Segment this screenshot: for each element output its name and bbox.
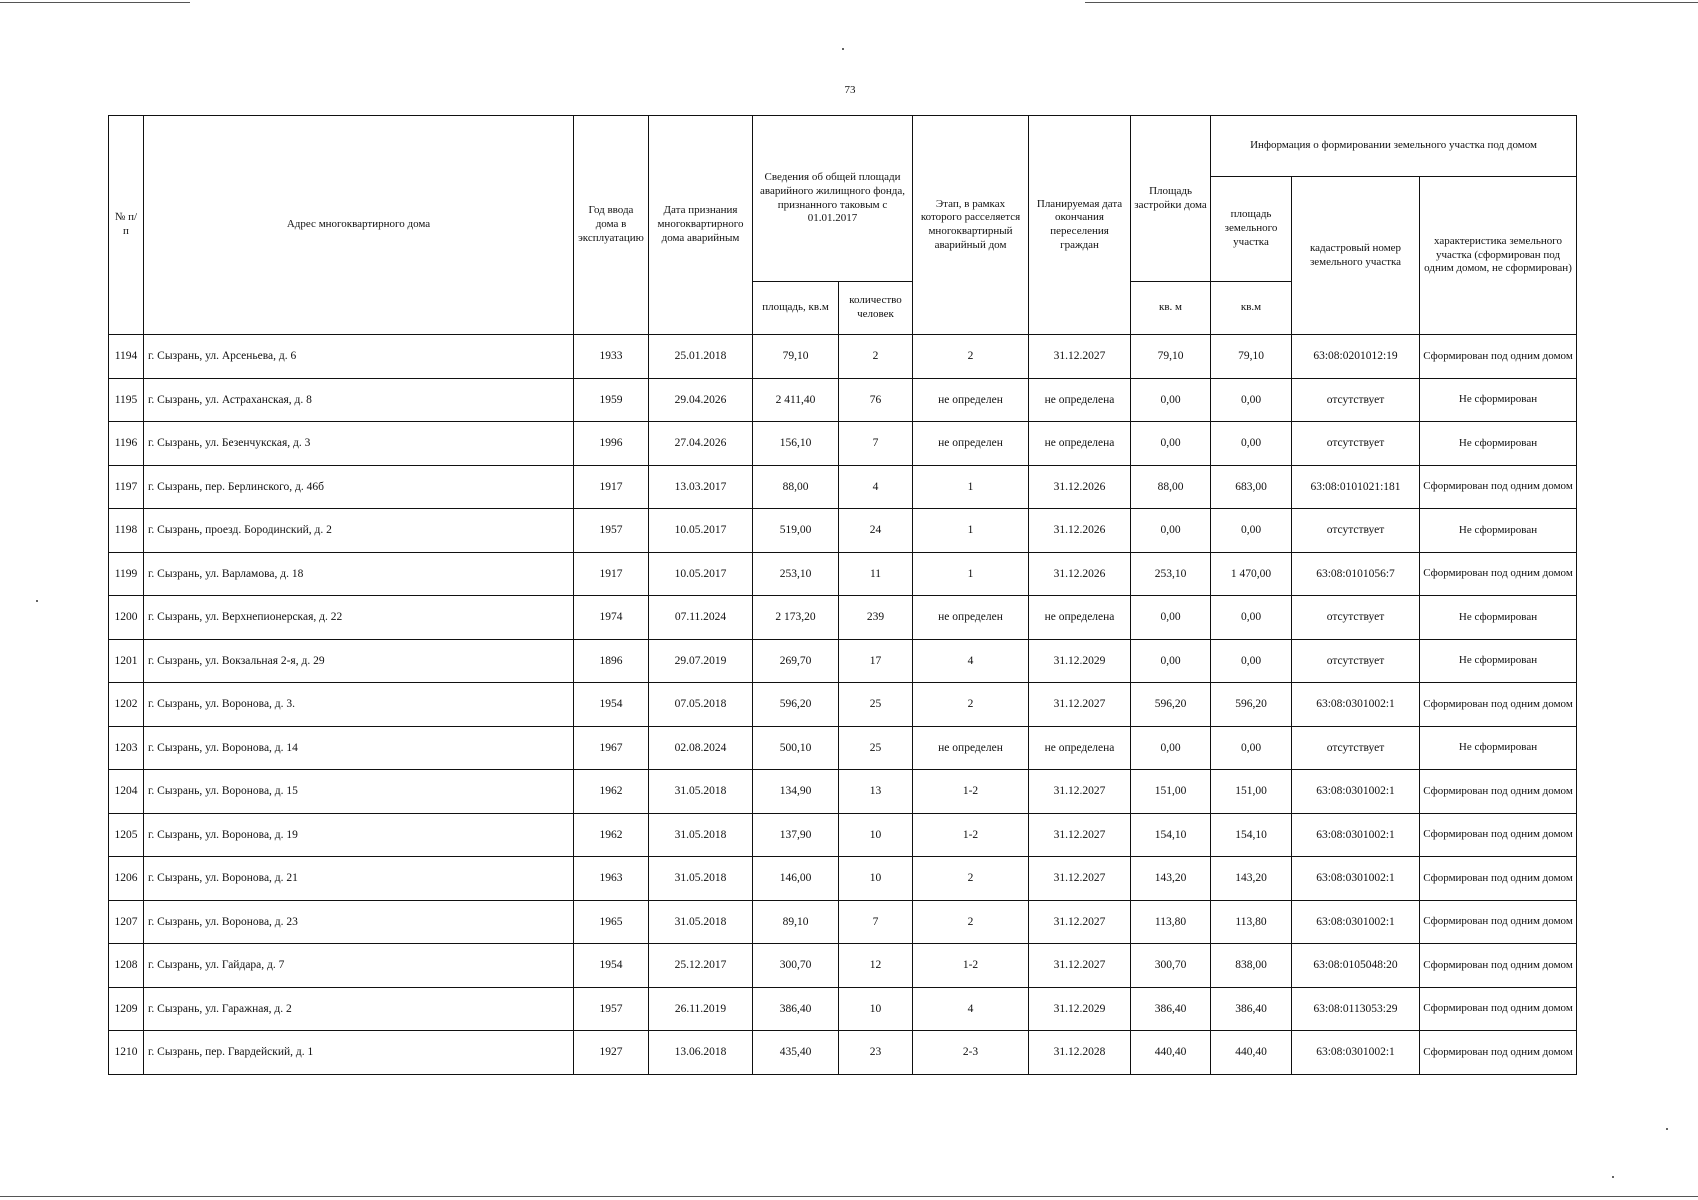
row-year: 1896	[574, 639, 649, 683]
row-number: 1208	[109, 944, 144, 988]
row-area: 519,00	[753, 509, 839, 553]
row-land-status: Не сформирован	[1420, 422, 1577, 466]
table-row	[109, 465, 1577, 509]
row-land-status: Сформирован под одним домом	[1420, 770, 1577, 814]
row-address: г. Сызрань, ул. Верхнепионерская, д. 22	[144, 596, 574, 640]
row-building-area: 154,10	[1131, 813, 1211, 857]
row-people: 76	[839, 378, 913, 422]
row-building-area: 0,00	[1131, 596, 1211, 640]
row-land-area: 0,00	[1211, 596, 1292, 640]
scan-speck	[842, 48, 844, 50]
row-number: 1206	[109, 857, 144, 901]
row-address: г. Сызрань, ул. Варламова, д. 18	[144, 552, 574, 596]
row-address: г. Сызрань, ул. Вокзальная 2-я, д. 29	[144, 639, 574, 683]
row-planned-date: 31.12.2027	[1029, 813, 1131, 857]
row-land-area: 0,00	[1211, 378, 1292, 422]
header-characteristic: характеристика земельного участка (сформирован под одним домом, не сформирован)	[1420, 177, 1577, 335]
row-stage: 4	[913, 639, 1029, 683]
row-planned-date: 31.12.2027	[1029, 683, 1131, 727]
row-building-area: 0,00	[1131, 639, 1211, 683]
row-year: 1967	[574, 726, 649, 770]
row-land-status: Не сформирован	[1420, 596, 1577, 640]
row-cadastral-number: отсутствует	[1292, 422, 1420, 466]
header-land-area: площадь земельного участка	[1211, 177, 1292, 282]
row-year: 1959	[574, 378, 649, 422]
row-number: 1205	[109, 813, 144, 857]
row-address: г. Сызрань, ул. Арсеньева, д. 6	[144, 335, 574, 379]
table-row	[109, 596, 1577, 640]
row-recognition-date: 31.05.2018	[649, 770, 753, 814]
row-land-status: Сформирован под одним домом	[1420, 944, 1577, 988]
row-year: 1962	[574, 813, 649, 857]
row-number: 1197	[109, 465, 144, 509]
row-number: 1203	[109, 726, 144, 770]
header-land-area-unit: кв.м	[1211, 282, 1292, 335]
row-land-area: 838,00	[1211, 944, 1292, 988]
scan-line-top	[0, 2, 190, 3]
row-recognition-date: 25.01.2018	[649, 335, 753, 379]
row-planned-date: 31.12.2027	[1029, 335, 1131, 379]
row-cadastral-number: 63:08:0301002:1	[1292, 1031, 1420, 1075]
row-building-area: 88,00	[1131, 465, 1211, 509]
row-area: 156,10	[753, 422, 839, 466]
table-row	[109, 509, 1577, 553]
row-area: 300,70	[753, 944, 839, 988]
row-address: г. Сызрань, ул. Безенчукская, д. 3	[144, 422, 574, 466]
row-land-area: 0,00	[1211, 509, 1292, 553]
header-area-info: Сведения об общей площади аварийного жилищного фонда, признанного таковым с 01.01.2017	[753, 116, 913, 282]
row-area: 386,40	[753, 987, 839, 1031]
row-land-area: 151,00	[1211, 770, 1292, 814]
row-cadastral-number: 63:08:0113053:29	[1292, 987, 1420, 1031]
row-planned-date: 31.12.2027	[1029, 857, 1131, 901]
row-building-area: 113,80	[1131, 900, 1211, 944]
row-planned-date: 31.12.2026	[1029, 509, 1131, 553]
emergency-housing-table	[108, 115, 1577, 1075]
table-row	[109, 422, 1577, 466]
header-year: Год ввода дома в эксплуатацию	[574, 116, 649, 335]
header-cadastral: кадастровый номер земельного участка	[1292, 177, 1420, 335]
row-stage: 1	[913, 552, 1029, 596]
row-people: 13	[839, 770, 913, 814]
row-land-status: Сформирован под одним домом	[1420, 465, 1577, 509]
scan-line-top	[1085, 2, 1698, 3]
row-number: 1196	[109, 422, 144, 466]
scan-speck	[1612, 1176, 1614, 1178]
row-cadastral-number: 63:08:0301002:1	[1292, 857, 1420, 901]
row-cadastral-number: отсутствует	[1292, 509, 1420, 553]
row-people: 7	[839, 900, 913, 944]
row-recognition-date: 07.11.2024	[649, 596, 753, 640]
row-address: г. Сызрань, ул. Воронова, д. 19	[144, 813, 574, 857]
row-stage: 2	[913, 683, 1029, 727]
row-building-area: 386,40	[1131, 987, 1211, 1031]
row-year: 1933	[574, 335, 649, 379]
row-address: г. Сызрань, пер. Гвардейский, д. 1	[144, 1031, 574, 1075]
row-area: 88,00	[753, 465, 839, 509]
row-people: 7	[839, 422, 913, 466]
row-people: 10	[839, 987, 913, 1031]
row-land-area: 0,00	[1211, 639, 1292, 683]
row-land-area: 386,40	[1211, 987, 1292, 1031]
header-address: Адрес многоквартирного дома	[144, 116, 574, 335]
row-people: 10	[839, 813, 913, 857]
row-address: г. Сызрань, пер. Берлинского, д. 46б	[144, 465, 574, 509]
row-planned-date: 31.12.2027	[1029, 900, 1131, 944]
row-area: 435,40	[753, 1031, 839, 1075]
table-row	[109, 552, 1577, 596]
row-area: 500,10	[753, 726, 839, 770]
row-number: 1209	[109, 987, 144, 1031]
row-cadastral-number: 63:08:0301002:1	[1292, 813, 1420, 857]
row-land-status: Не сформирован	[1420, 378, 1577, 422]
table-row	[109, 683, 1577, 727]
row-year: 1963	[574, 857, 649, 901]
row-year: 1996	[574, 422, 649, 466]
row-address: г. Сызрань, ул. Воронова, д. 15	[144, 770, 574, 814]
row-planned-date: 31.12.2028	[1029, 1031, 1131, 1075]
row-year: 1957	[574, 987, 649, 1031]
row-cadastral-number: отсутствует	[1292, 378, 1420, 422]
row-year: 1954	[574, 683, 649, 727]
row-recognition-date: 31.05.2018	[649, 857, 753, 901]
row-people: 12	[839, 944, 913, 988]
table-row	[109, 1031, 1577, 1075]
row-recognition-date: 02.08.2024	[649, 726, 753, 770]
row-planned-date: 31.12.2027	[1029, 944, 1131, 988]
row-recognition-date: 31.05.2018	[649, 900, 753, 944]
row-number: 1204	[109, 770, 144, 814]
row-recognition-date: 13.03.2017	[649, 465, 753, 509]
table-row	[109, 944, 1577, 988]
row-stage: не определен	[913, 726, 1029, 770]
table-row	[109, 770, 1577, 814]
row-people: 25	[839, 726, 913, 770]
row-cadastral-number: 63:08:0201012:19	[1292, 335, 1420, 379]
row-land-status: Сформирован под одним домом	[1420, 552, 1577, 596]
row-land-area: 143,20	[1211, 857, 1292, 901]
row-year: 1965	[574, 900, 649, 944]
row-number: 1201	[109, 639, 144, 683]
row-number: 1194	[109, 335, 144, 379]
row-number: 1195	[109, 378, 144, 422]
row-cadastral-number: 63:08:0101056:7	[1292, 552, 1420, 596]
row-year: 1927	[574, 1031, 649, 1075]
row-land-area: 683,00	[1211, 465, 1292, 509]
header-recognition-date: Дата признания многоквартирного дома аварийным	[649, 116, 753, 335]
row-building-area: 0,00	[1131, 378, 1211, 422]
row-planned-date: 31.12.2026	[1029, 465, 1131, 509]
row-building-area: 0,00	[1131, 422, 1211, 466]
row-stage: 1	[913, 509, 1029, 553]
row-area: 89,10	[753, 900, 839, 944]
row-number: 1210	[109, 1031, 144, 1075]
row-land-status: Сформирован под одним домом	[1420, 335, 1577, 379]
row-planned-date: не определена	[1029, 726, 1131, 770]
row-land-status: Сформирован под одним домом	[1420, 900, 1577, 944]
row-planned-date: не определена	[1029, 596, 1131, 640]
row-number: 1207	[109, 900, 144, 944]
row-year: 1917	[574, 465, 649, 509]
row-recognition-date: 07.05.2018	[649, 683, 753, 727]
row-building-area: 300,70	[1131, 944, 1211, 988]
row-area: 2 411,40	[753, 378, 839, 422]
header-planned-date: Планируемая дата окончания переселения граждан	[1029, 116, 1131, 335]
row-building-area: 253,10	[1131, 552, 1211, 596]
table-row	[109, 378, 1577, 422]
row-cadastral-number: 63:08:0301002:1	[1292, 683, 1420, 727]
row-people: 11	[839, 552, 913, 596]
row-land-area: 79,10	[1211, 335, 1292, 379]
row-land-area: 113,80	[1211, 900, 1292, 944]
row-land-status: Сформирован под одним домом	[1420, 857, 1577, 901]
scan-speck	[36, 600, 38, 602]
row-recognition-date: 29.07.2019	[649, 639, 753, 683]
row-people: 10	[839, 857, 913, 901]
row-people: 4	[839, 465, 913, 509]
row-year: 1962	[574, 770, 649, 814]
row-area: 596,20	[753, 683, 839, 727]
header-people: количество человек	[839, 282, 913, 335]
header-building-area: Площадь застройки дома	[1131, 116, 1211, 282]
row-land-area: 154,10	[1211, 813, 1292, 857]
row-land-status: Сформирован под одним домом	[1420, 813, 1577, 857]
row-stage: 1-2	[913, 813, 1029, 857]
row-address: г. Сызрань, ул. Гаражная, д. 2	[144, 987, 574, 1031]
row-address: г. Сызрань, ул. Воронова, д. 21	[144, 857, 574, 901]
row-stage: 2	[913, 335, 1029, 379]
row-people: 24	[839, 509, 913, 553]
row-cadastral-number: отсутствует	[1292, 596, 1420, 640]
row-address: г. Сызрань, ул. Гайдара, д. 7	[144, 944, 574, 988]
row-address: г. Сызрань, проезд. Бородинский, д. 2	[144, 509, 574, 553]
row-people: 17	[839, 639, 913, 683]
row-recognition-date: 29.04.2026	[649, 378, 753, 422]
row-land-status: Не сформирован	[1420, 726, 1577, 770]
row-area: 79,10	[753, 335, 839, 379]
scan-line-bottom	[0, 1196, 1698, 1197]
row-year: 1974	[574, 596, 649, 640]
row-recognition-date: 10.05.2017	[649, 509, 753, 553]
row-cadastral-number: 63:08:0105048:20	[1292, 944, 1420, 988]
header-num: № п/п	[109, 116, 144, 335]
row-stage: 4	[913, 987, 1029, 1031]
row-planned-date: 31.12.2029	[1029, 639, 1131, 683]
table-body	[109, 335, 1577, 1075]
row-building-area: 79,10	[1131, 335, 1211, 379]
row-stage: не определен	[913, 596, 1029, 640]
row-building-area: 143,20	[1131, 857, 1211, 901]
table-row	[109, 335, 1577, 379]
row-land-status: Сформирован под одним домом	[1420, 683, 1577, 727]
row-building-area: 596,20	[1131, 683, 1211, 727]
table-row	[109, 900, 1577, 944]
row-stage: 1-2	[913, 770, 1029, 814]
row-stage: 1	[913, 465, 1029, 509]
row-land-area: 0,00	[1211, 422, 1292, 466]
row-cadastral-number: отсутствует	[1292, 639, 1420, 683]
table-row	[109, 857, 1577, 901]
row-cadastral-number: 63:08:0301002:1	[1292, 900, 1420, 944]
row-stage: не определен	[913, 378, 1029, 422]
row-land-area: 596,20	[1211, 683, 1292, 727]
row-number: 1199	[109, 552, 144, 596]
row-land-area: 440,40	[1211, 1031, 1292, 1075]
row-people: 239	[839, 596, 913, 640]
table-row	[109, 726, 1577, 770]
row-stage: не определен	[913, 422, 1029, 466]
row-land-status: Сформирован под одним домом	[1420, 987, 1577, 1031]
header-area: площадь, кв.м	[753, 282, 839, 335]
row-planned-date: не определена	[1029, 422, 1131, 466]
row-number: 1202	[109, 683, 144, 727]
row-planned-date: не определена	[1029, 378, 1131, 422]
row-cadastral-number: отсутствует	[1292, 726, 1420, 770]
table-row	[109, 813, 1577, 857]
header-building-area-unit: кв. м	[1131, 282, 1211, 335]
row-recognition-date: 31.05.2018	[649, 813, 753, 857]
table-row	[109, 639, 1577, 683]
row-address: г. Сызрань, ул. Воронова, д. 14	[144, 726, 574, 770]
row-number: 1198	[109, 509, 144, 553]
row-area: 253,10	[753, 552, 839, 596]
scan-speck	[1666, 1128, 1668, 1130]
row-building-area: 151,00	[1131, 770, 1211, 814]
row-building-area: 0,00	[1131, 509, 1211, 553]
row-recognition-date: 26.11.2019	[649, 987, 753, 1031]
row-year: 1954	[574, 944, 649, 988]
row-planned-date: 31.12.2029	[1029, 987, 1131, 1031]
row-area: 134,90	[753, 770, 839, 814]
row-recognition-date: 25.12.2017	[649, 944, 753, 988]
table-row	[109, 987, 1577, 1031]
row-planned-date: 31.12.2027	[1029, 770, 1131, 814]
row-stage: 2-3	[913, 1031, 1029, 1075]
row-stage: 2	[913, 900, 1029, 944]
row-cadastral-number: 63:08:0101021:181	[1292, 465, 1420, 509]
row-building-area: 0,00	[1131, 726, 1211, 770]
row-area: 269,70	[753, 639, 839, 683]
row-stage: 2	[913, 857, 1029, 901]
header-stage: Этап, в рамках которого расселяется многоквартирный аварийный дом	[913, 116, 1029, 335]
row-area: 2 173,20	[753, 596, 839, 640]
row-planned-date: 31.12.2026	[1029, 552, 1131, 596]
row-recognition-date: 10.05.2017	[649, 552, 753, 596]
row-building-area: 440,40	[1131, 1031, 1211, 1075]
row-people: 2	[839, 335, 913, 379]
page-number: 73	[844, 84, 856, 96]
row-area: 137,90	[753, 813, 839, 857]
row-address: г. Сызрань, ул. Астраханская, д. 8	[144, 378, 574, 422]
row-land-area: 0,00	[1211, 726, 1292, 770]
row-number: 1200	[109, 596, 144, 640]
row-people: 23	[839, 1031, 913, 1075]
row-recognition-date: 13.06.2018	[649, 1031, 753, 1075]
row-land-status: Сформирован под одним домом	[1420, 1031, 1577, 1075]
row-area: 146,00	[753, 857, 839, 901]
row-address: г. Сызрань, ул. Воронова, д. 23	[144, 900, 574, 944]
row-cadastral-number: 63:08:0301002:1	[1292, 770, 1420, 814]
row-land-area: 1 470,00	[1211, 552, 1292, 596]
header-land-info: Информация о формировании земельного участка под домом	[1211, 116, 1577, 177]
row-year: 1957	[574, 509, 649, 553]
row-people: 25	[839, 683, 913, 727]
row-stage: 1-2	[913, 944, 1029, 988]
row-land-status: Не сформирован	[1420, 509, 1577, 553]
row-year: 1917	[574, 552, 649, 596]
row-recognition-date: 27.04.2026	[649, 422, 753, 466]
row-address: г. Сызрань, ул. Воронова, д. 3.	[144, 683, 574, 727]
row-land-status: Не сформирован	[1420, 639, 1577, 683]
